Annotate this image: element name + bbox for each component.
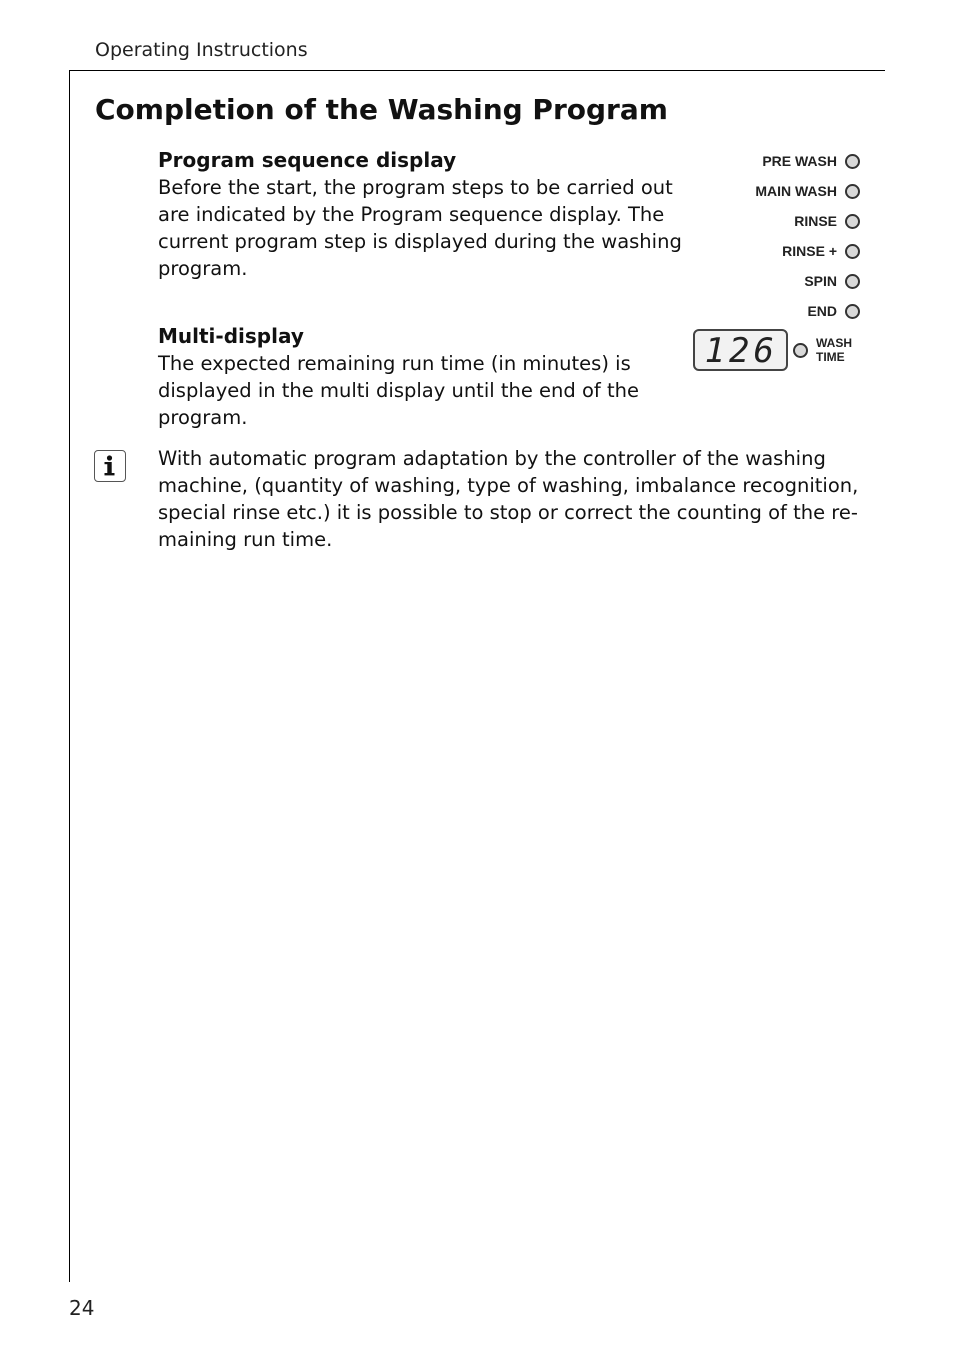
multi-display-screen: [693, 329, 788, 371]
wash-time-label-line1: WASH: [816, 336, 852, 350]
led-indicator-icon: [845, 304, 860, 319]
led-indicator-icon: [845, 154, 860, 169]
program-sequence-heading: Program sequence display: [158, 148, 457, 172]
header-rule: [69, 70, 885, 71]
info-icon: [94, 450, 126, 482]
step-spin: [804, 270, 860, 292]
page-number: 24: [69, 1296, 95, 1320]
multi-display-heading: Multi-display: [158, 324, 304, 348]
multi-display-body: The expected remaining run time (in minutes) is displayed in the multi display until the end of the program.: [158, 352, 639, 429]
step-label: PRE WASH: [762, 153, 837, 169]
wash-time-led-icon: [793, 343, 808, 358]
remaining-time-value: 126: [704, 331, 778, 371]
led-indicator-icon: [845, 214, 860, 229]
step-label: RINSE: [794, 213, 837, 229]
step-rinse: [794, 210, 860, 232]
step-pre-wash: [762, 150, 860, 172]
page-title: Completion of the Washing Program: [95, 93, 668, 126]
led-indicator-icon: [845, 244, 860, 259]
step-label: END: [807, 303, 837, 319]
margin-rule: [69, 70, 70, 1282]
step-main-wash: [755, 180, 860, 202]
step-label: MAIN WASH: [755, 183, 837, 199]
step-label: SPIN: [804, 273, 837, 289]
program-sequence-body: Before the start, the program steps to be carried out are indicated by the Program sequence display. The current program step is displayed during the washing program.: [158, 176, 682, 280]
multi-display-section: [158, 323, 658, 431]
led-indicator-icon: [845, 274, 860, 289]
led-indicator-icon: [845, 184, 860, 199]
step-label: RINSE +: [782, 243, 837, 259]
step-end: [807, 300, 860, 322]
wash-time-label-line2: TIME: [816, 350, 845, 364]
info-note: With automatic program adaptation by the controller of the washing machine, (quantity of washing, type of washing, imbalance recognition, special rinse etc.) it is possible to stop or correct the counting of the re-maining run time.: [158, 447, 859, 551]
wash-time-label: [816, 336, 852, 364]
step-rinse-plus: [782, 240, 860, 262]
program-sequence-section: [158, 147, 698, 282]
running-header: Operating Instructions: [95, 39, 308, 61]
